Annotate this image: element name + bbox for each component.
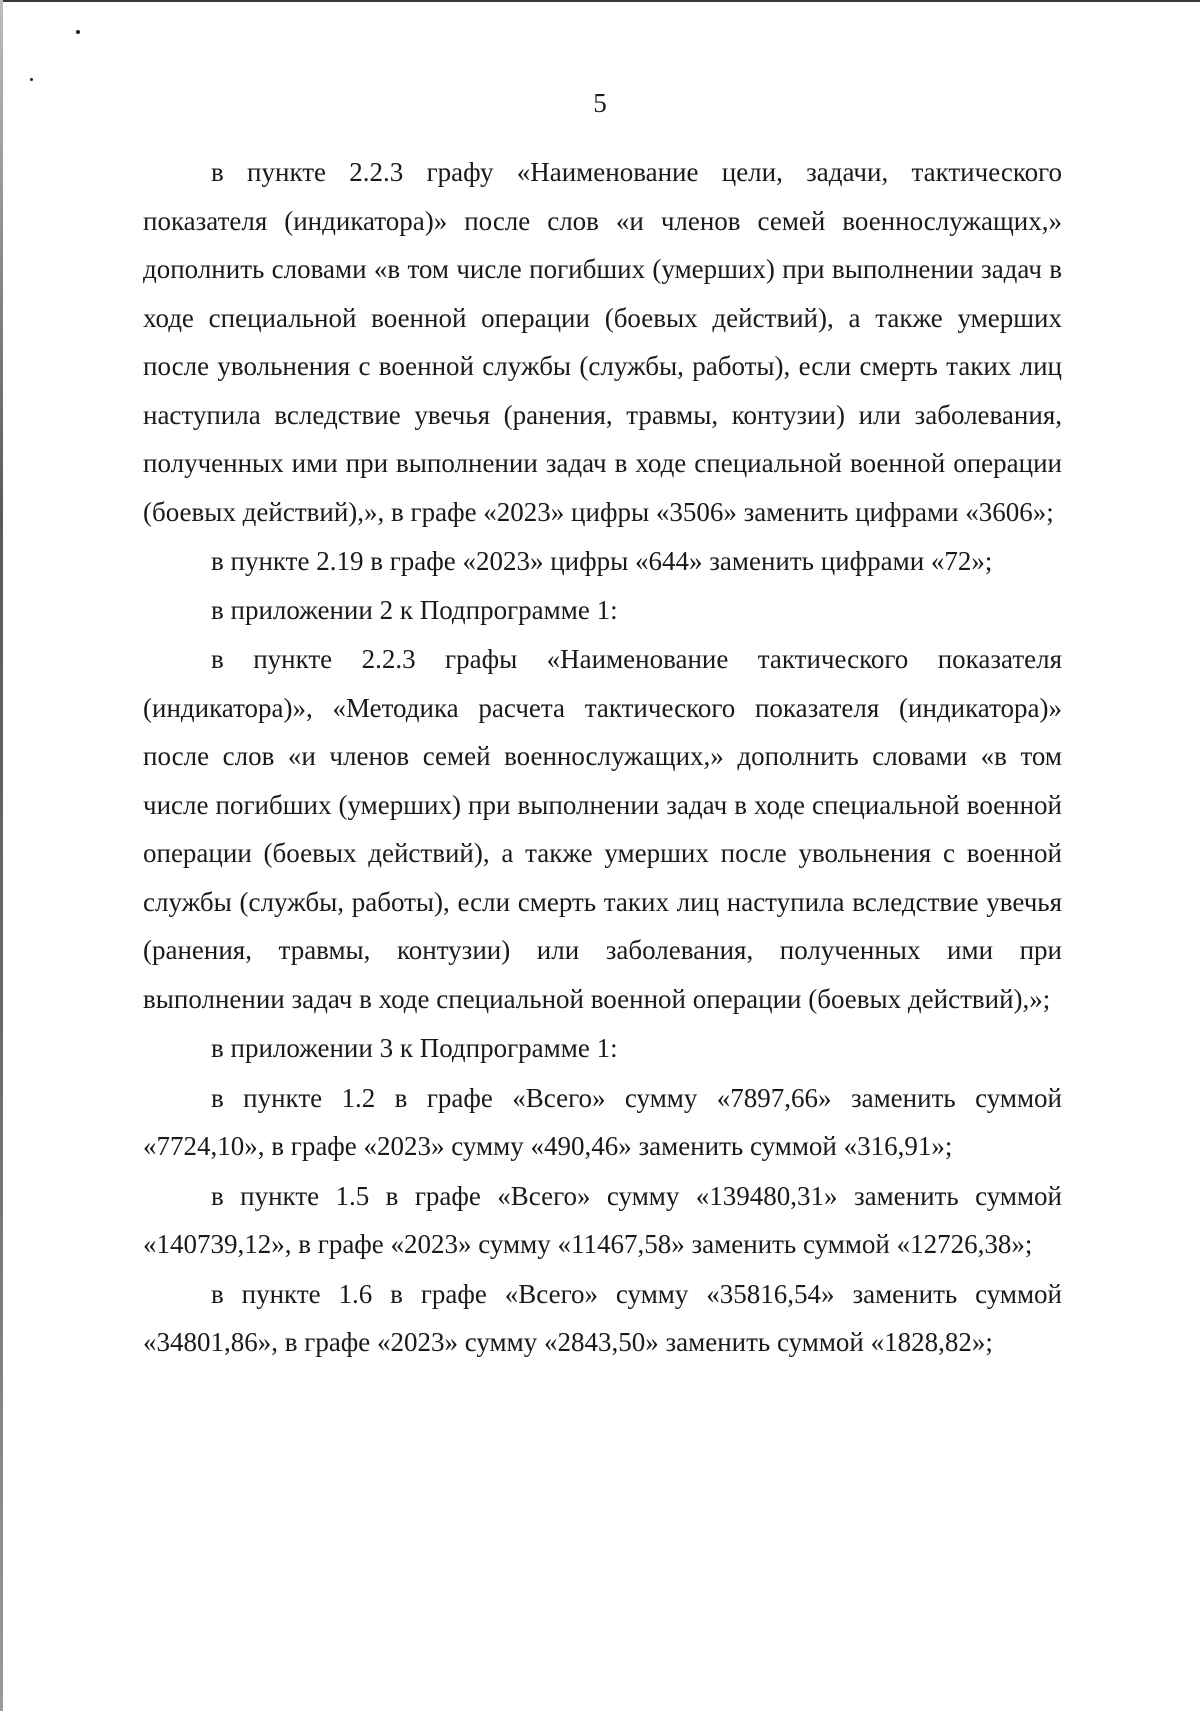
paragraph-item-2-2-3-goal: в пункте 2.2.3 графу «Наименование цели, задачи, тактического показателя (индикатора)» после слов «и членов семей военнослужащих,» дополнить словами «в том числе погибших (умерших) при выполнении задач в ходе специальной военной операции (боевых действий), а также умерших после увольнения с военной службы (службы, работы), если смерть таких лиц наступила вследствие увечья (ранения, травмы, контузии) или заболевания, полученных ими при выполнении задач в ходе специальной военной операции (боевых действий),», в графе «2023» цифры «3506» заменить цифрами «3606»;: [143, 157, 1062, 527]
document-body: [143, 148, 1062, 1367]
paragraph-item-1-5: в пункте 1.5 в графе «Всего» сумму «139480,31» заменить суммой «140739,12», в графе «2023» сумму «11467,58» заменить суммой «12726,38»;: [143, 1180, 1062, 1259]
paragraph-item-1-6: в пункте 1.6 в графе «Всего» сумму «35816,54» заменить суммой «34801,86», в графе «2023» сумму «2843,50» заменить суммой «1828,82»;: [143, 1278, 1062, 1357]
scan-top-border: [0, 0, 1200, 2]
page-number: 5: [593, 88, 607, 118]
paragraph-appendix-3-heading: в приложении 3 к Подпрограмме 1:: [211, 1033, 618, 1063]
paragraph-appendix-2-heading: в приложении 2 к Подпрограмме 1:: [211, 594, 618, 625]
scan-left-edge: [0, 0, 3, 1711]
scan-speck: [30, 78, 33, 81]
scan-speck: [76, 30, 80, 34]
paragraph-item-1-2: в пункте 1.2 в графе «Всего» сумму «7897,66» заменить суммой «7724,10», в графе «2023» сумму «490,46» заменить суммой «316,91»;: [143, 1082, 1062, 1161]
paragraph-item-2-19: в пункте 2.19 в графе «2023» цифры «644» заменить цифрами «72»;: [211, 546, 993, 576]
paragraph-appendix-2-item-2-2-3: в пункте 2.2.3 графы «Наименование тактического показателя (индикатора)», «Методика расчета тактического показателя (индикатора)» после слов «и членов семей военнослужащих,» дополнить словами «в том числе погибших (умерших) при выполнении задач в ходе специальной военной операции (боевых действий), а также умерших после увольнения с военной службы (службы, работы), если смерть таких лиц наступила вследствие увечья (ранения, травмы, контузии) или заболевания, полученных ими при выполнении задач в ходе специальной военной операции (боевых действий),»;: [143, 644, 1062, 1014]
